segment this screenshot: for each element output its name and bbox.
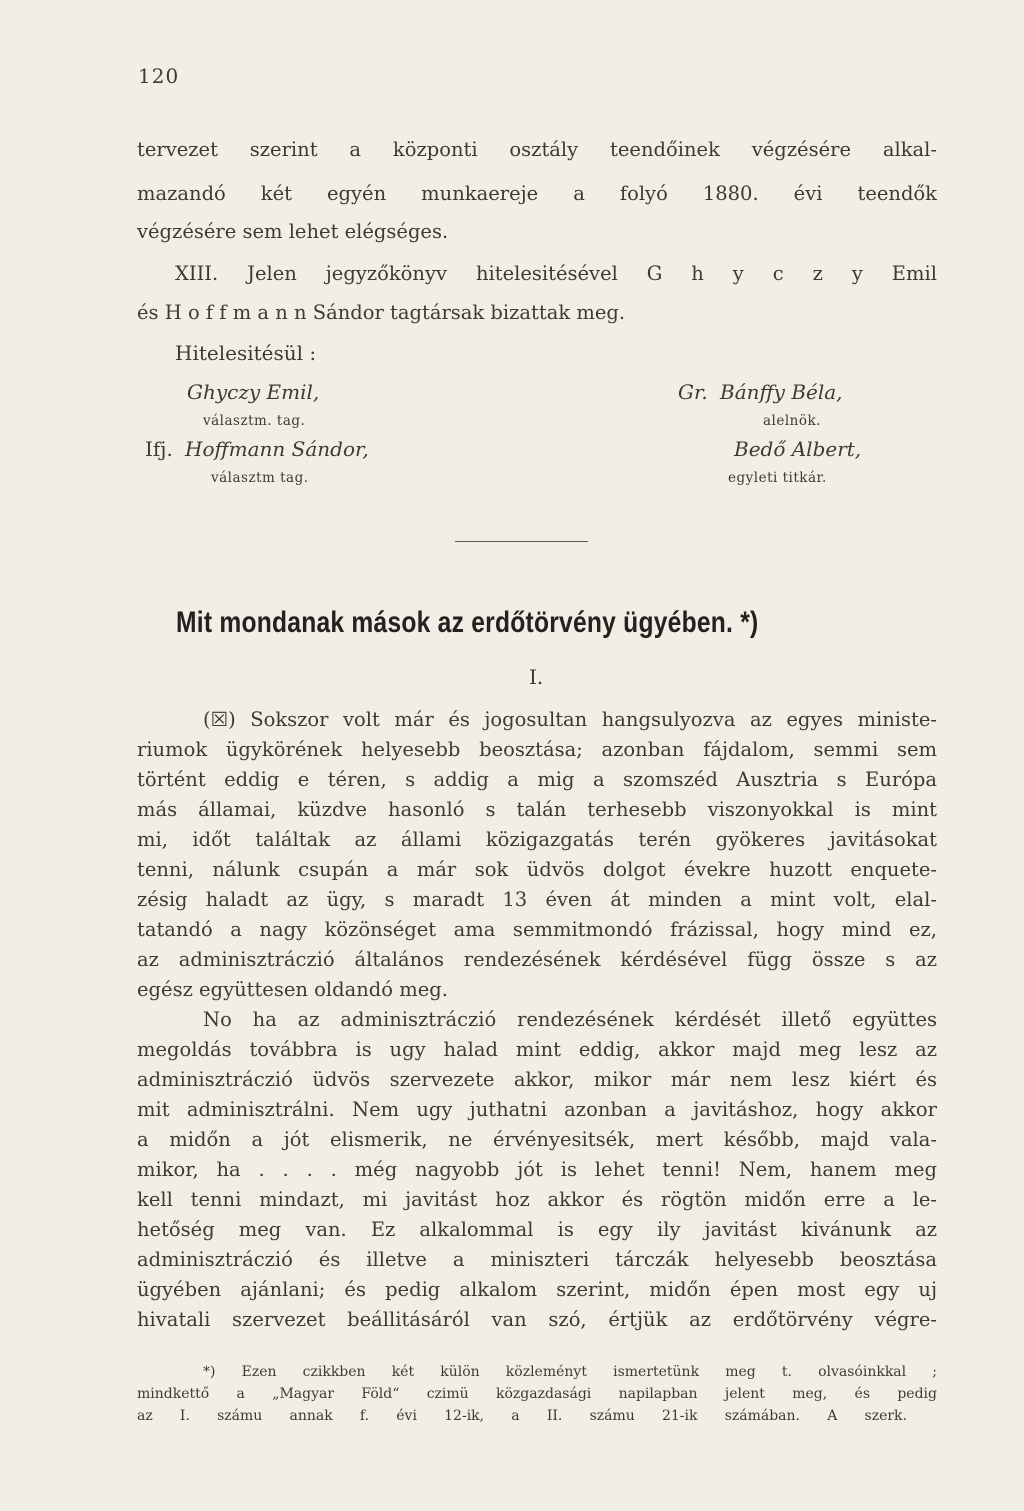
signature-banffy: Bánffy Béla, [720,380,843,404]
text-line: egész együttesen oldandó meg. [137,978,448,1001]
signature-ghyczy: Ghyczy Emil, [187,380,320,404]
footnote-line: mindkettő a „Magyar Föld“ czimü közgazdasági napilapban jelent meg, és pedig [137,1386,937,1402]
text-line: ügyében ajánlani; és pedig alkalom szerint, midőn épen most egy uj [137,1278,937,1301]
text-line: XIII. Jelen jegyzőkönyv hitelesitésével G h y c z y Emil [175,262,937,285]
text-line: No ha az adminisztráczió rendezésének kérdését illető együttes [203,1008,937,1031]
text-line: mit adminisztrálni. Nem ugy juthatni azonban a javitáshoz, hogy akkor [137,1098,937,1121]
section-divider [455,541,588,542]
prefix-gr: Gr. [678,380,708,404]
text-line: megoldás továbbra is ugy halad mint eddig, akkor majd meg lesz az [137,1038,937,1061]
text-line: kell tenni mindazt, mi javitást hoz akkor és rögtön midőn erre a le- [137,1188,937,1211]
page-number: 120 [138,64,180,88]
text-line: zésig haladt az ügy, s maradt 13 éven át minden a mint volt, elal- [137,888,937,911]
text-line: tervezet szerint a központi osztály teendőinek végzésére alkal- [137,138,937,161]
text-line: más államai, küzdve hasonló s talán terhesebb viszonyokkal is mint [137,798,937,821]
prefix-ifj: Ifj. [145,437,173,461]
role-hoffmann: választm tag. [211,470,309,486]
text-line: hetőség meg van. Ez alkalommal is egy ily javitást kivánunk az [137,1218,937,1241]
text-line: mi, időt találtak az állami közigazgatás terén gyökeres javitásokat [137,828,937,851]
role-ghyczy: választm. tag. [203,413,306,429]
text-line: mikor, ha . . . . még nagyobb jót is lehet tenni! Nem, hanem meg [137,1158,937,1181]
text-line: hivatali szervezet beállitásáról van szó, értjük az erdőtörvény végre- [137,1308,937,1331]
text-line: (☒) Sokszor volt már és jogosultan hangsulyozva az egyes ministe- [203,708,937,731]
text-line: végzésére sem lehet elégséges. [137,220,449,243]
text-line: adminisztráczió üdvös szervezete akkor, mikor már nem lesz kiért és [137,1068,937,1091]
text-line: tatandó a nagy közönséget ama semmitmondó frázissal, hogy mind ez, [137,918,937,941]
text-line: történt eddig e téren, s addig a mig a szomszéd Ausztria s Európa [137,768,937,791]
text-line: és H o f f m a n n Sándor tagtársak bizattak meg. [137,301,626,324]
role-bedo: egyleti titkár. [728,470,827,486]
signature-hoffmann: Hoffmann Sándor, [185,437,369,461]
signature-bedo: Bedő Albert, [734,437,862,461]
authentication-label: Hitelesitésül : [175,341,317,365]
article-title: Mit mondanak mások az erdőtörvény ügyében. *) [176,606,759,639]
text-line: tenni, nálunk csupán a már sok üdvös dolgot évekre huzott enquete- [137,858,937,881]
text-line: mazandó két egyén munkaereje a folyó 1880. évi teendők [137,182,937,205]
text-line: riumok ügykörének helyesebb beosztása; azonban fájdalom, semmi sem [137,738,937,761]
footnote-line: az I. számu annak f. évi 12-ik, a II. számu 21-ik számában. A szerk. [137,1408,907,1424]
role-banffy: alelnök. [763,413,821,429]
text-line: az adminisztráczió általános rendezésének kérdésével függ össze s az [137,948,937,971]
footnote-line: *) Ezen czikkben két külön közleményt ismertetünk meg t. olvasóinkkal ; [203,1364,937,1380]
text-line: adminisztráczió és illetve a miniszteri tárczák helyesebb beosztása [137,1248,937,1271]
text-line: a midőn a jót elismerik, ne érvényesitsék, mert később, majd vala- [137,1128,937,1151]
section-number: I. [529,665,544,689]
